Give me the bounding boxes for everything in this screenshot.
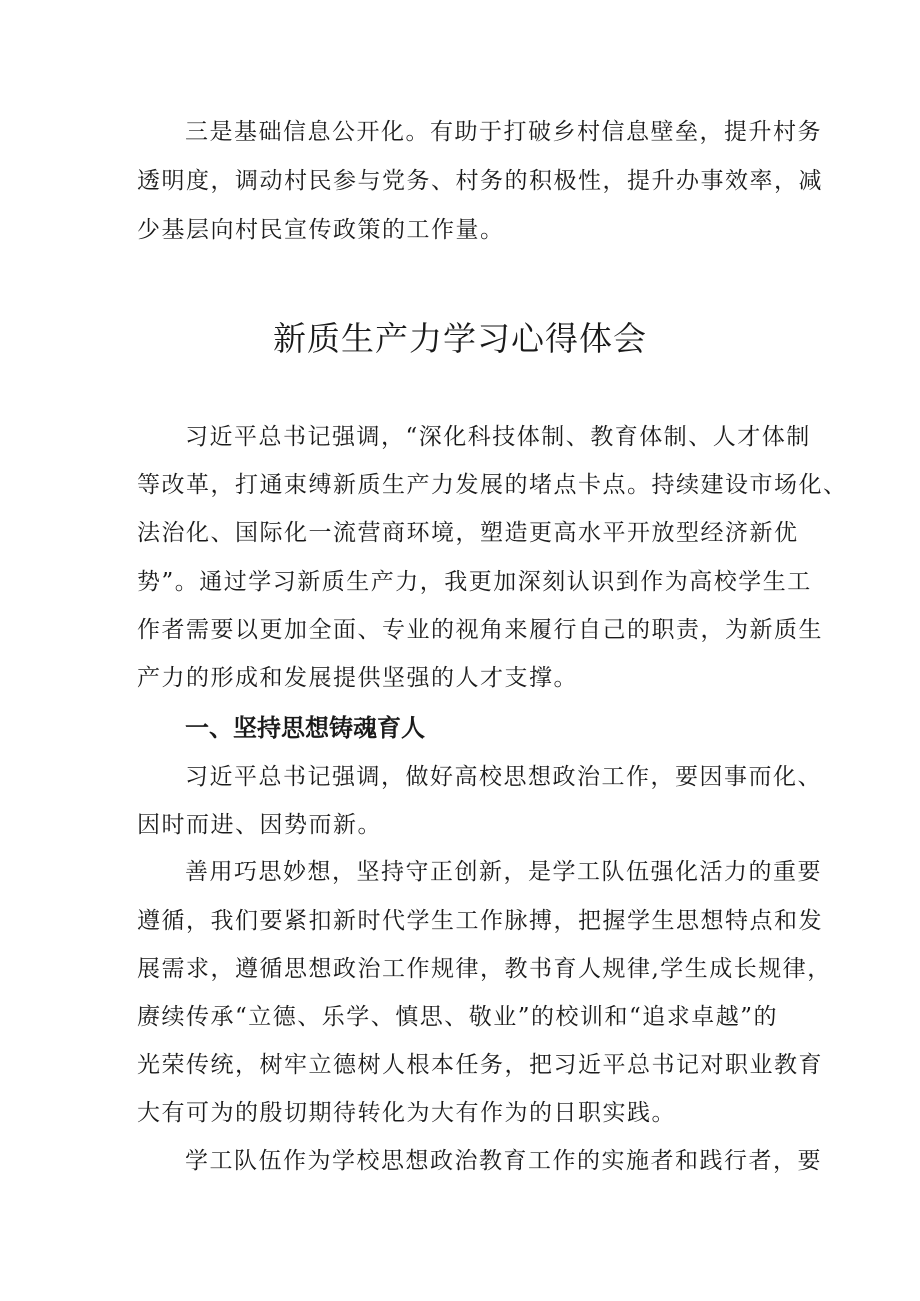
paragraph-5-line-1: 学工队伍作为学校思想政治教育工作的实施者和践行者，要 — [185, 1148, 822, 1174]
section-heading-1: 一、坚持思想铸魂育人 — [185, 714, 425, 742]
paragraph-3-line-1: 习近平总书记强调，做好高校思想政治工作，要因事而化、 — [185, 764, 822, 790]
paragraph-4-line-2: 遵循，我们要紧扣新时代学生工作脉搏，把握学生思想特点和发 — [137, 908, 823, 934]
paragraph-2-line-6: 产力的形成和发展提供坚强的人才支撑。 — [137, 665, 578, 691]
paragraph-2-line-5: 作者需要以更加全面、专业的视角来履行自己的职责，为新质生 — [137, 617, 823, 643]
paragraph-1-line-3: 少基层向村民宣传政策的工作量。 — [137, 217, 505, 243]
paragraph-2-line-4: 势”。通过学习新质生产力，我更加深刻认识到作为高校学生工 — [137, 569, 812, 595]
document-title: 新质生产力学习心得体会 — [273, 319, 647, 358]
paragraph-2-line-1: 习近平总书记强调，“深化科技体制、教育体制、人才体制 — [185, 424, 811, 450]
paragraph-1-line-2: 透明度，调动村民参与党务、村务的积极性，提升办事效率，减 — [137, 168, 823, 194]
paragraph-4-line-3: 展需求，遵循思想政治工作规律，教书育人规律,学生成长规律， — [137, 956, 832, 982]
paragraph-3-line-2: 因时而进、因势而新。 — [137, 812, 382, 838]
paragraph-4-line-5: 光荣传统，树牢立德树人根本任务，把习近平总书记对职业教育 — [137, 1052, 823, 1078]
paragraph-1-line-1: 三是基础信息公开化。有助于打破乡村信息壁垒，提升村务 — [185, 119, 822, 145]
paragraph-2-line-3: 法治化、国际化一流营商环境，塑造更高水平开放型经济新优 — [137, 520, 799, 546]
paragraph-4-line-1: 善用巧思妙想，坚持守正创新，是学工队伍强化活力的重要 — [185, 859, 822, 885]
paragraph-4-line-4: 赓续传承“立德、乐学、慎思、敬业”的校训和“追求卓越”的 — [137, 1004, 779, 1030]
paragraph-2-line-2: 等改革，打通束缚新质生产力发展的堵点卡点。持续建设市场化、 — [137, 472, 848, 498]
paragraph-4-line-6: 大有可为的殷切期待转化为大有作为的日职实践。 — [137, 1100, 676, 1126]
